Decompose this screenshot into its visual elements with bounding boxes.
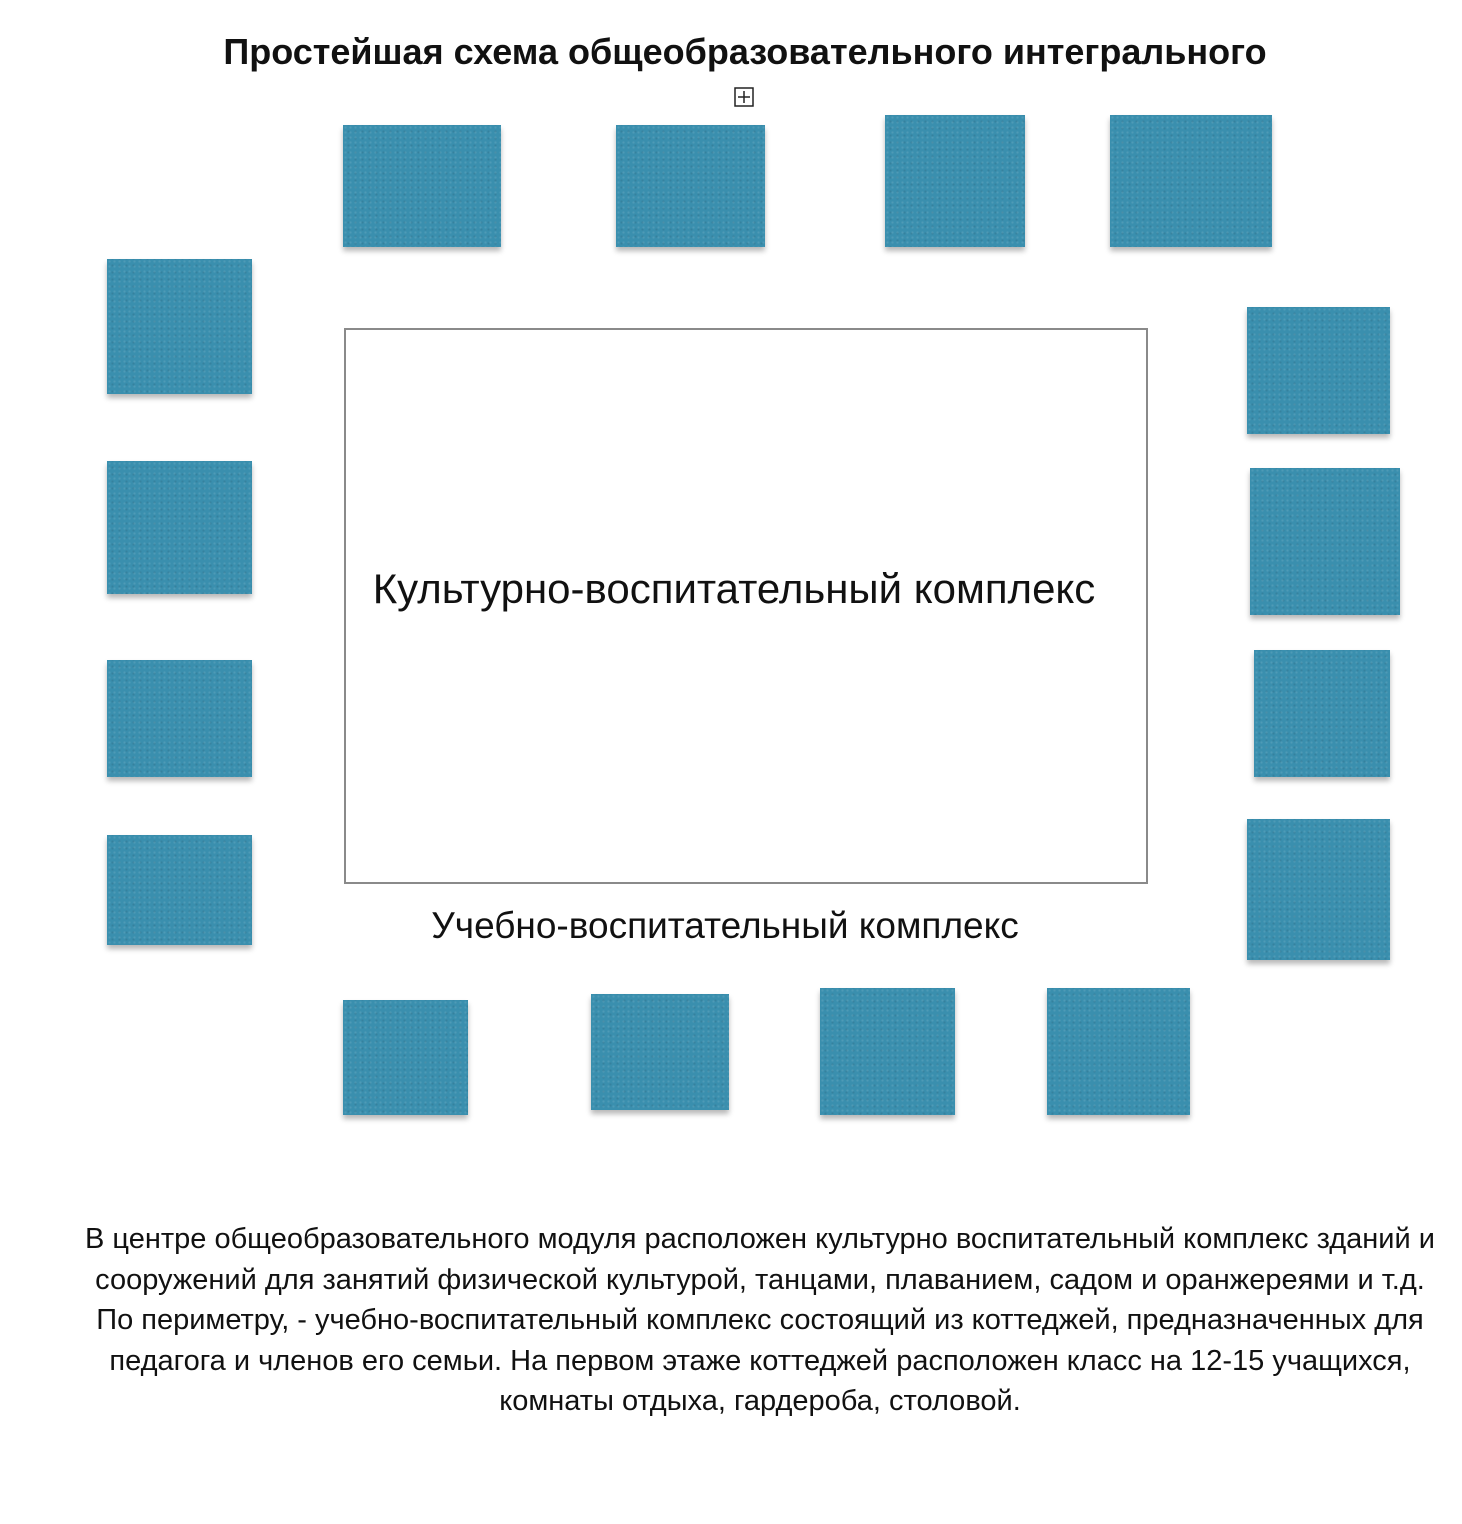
description-text: [60, 1219, 1460, 1422]
cottage-top-2: [616, 125, 765, 247]
cottage-bottom-1: [343, 1000, 468, 1115]
cottage-right-2: [1250, 468, 1400, 615]
description-paragraph-2: По периметру, - учебно-воспитательный комплекс состоящий из коттеджей, предназначенных для педагога и членов его семьи. На первом этаже коттеджей расположен класс на 12-15 учащихся, комнаты отдыха, гардероба, столовой.: [96, 1304, 1424, 1417]
cottage-left-1: [107, 259, 252, 394]
cultural-complex-label: Культурно-воспитательный комплекс: [372, 565, 1096, 612]
cottage-right-3: [1254, 650, 1390, 777]
expand-plus-icon[interactable]: [734, 87, 754, 107]
educational-complex-label: Учебно-воспитательный комплекс: [431, 905, 1019, 946]
cottage-bottom-3: [820, 988, 955, 1115]
diagram-title: Простейшая схема общеобразовательного интегрального: [223, 31, 1267, 72]
cottage-top-4: [1110, 115, 1272, 247]
cottage-bottom-4: [1047, 988, 1190, 1115]
cottage-top-3: [885, 115, 1025, 247]
cottage-bottom-2: [591, 994, 729, 1110]
cottage-left-3: [107, 660, 252, 777]
cottage-left-2: [107, 461, 252, 594]
cottage-top-1: [343, 125, 501, 247]
description-paragraph-1: В центре общеобразовательного модуля расположен культурно воспитательный комплекс зданий и сооружений для занятий физической культурой, танцами, плаванием, садом и оранжереями и т.д.: [85, 1223, 1435, 1296]
cottage-right-1: [1247, 307, 1390, 434]
